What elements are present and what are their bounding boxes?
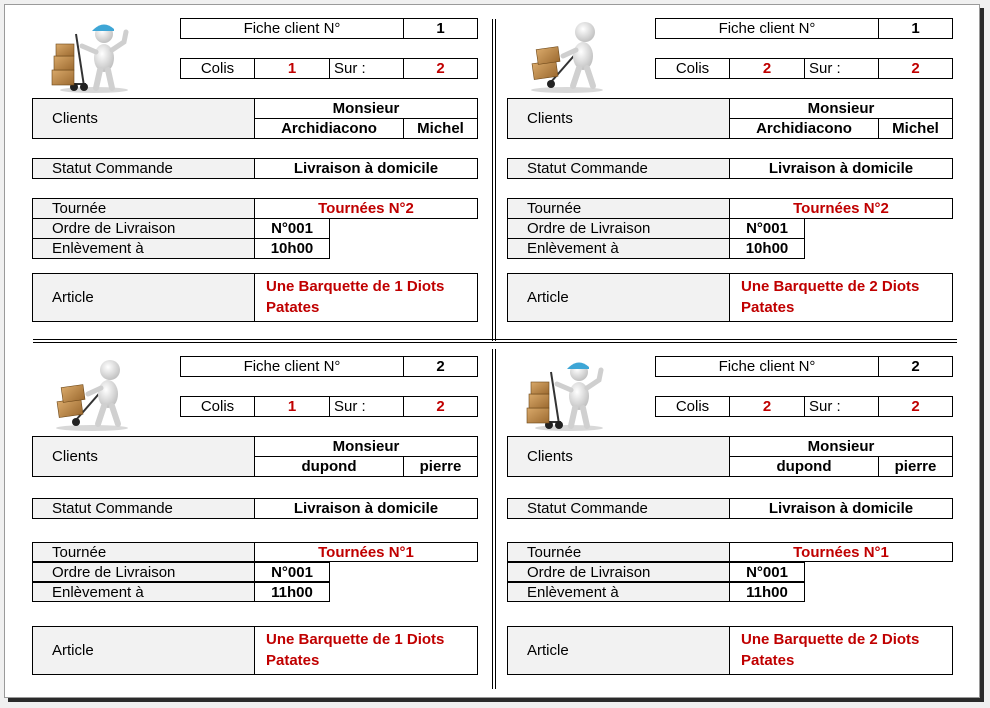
sur-value: 2: [878, 396, 953, 417]
ordre-value: N°001: [254, 562, 330, 582]
delivery-ticket: [32, 356, 478, 676]
tournee-value: Tournées N°1: [729, 542, 953, 562]
client-prenom: Michel: [878, 118, 953, 139]
sur-value: 2: [403, 58, 478, 79]
delivery-man-cap-icon: [521, 358, 611, 432]
tournee-label: Tournée: [32, 542, 255, 562]
statut-value: Livraison à domicile: [254, 158, 478, 179]
client-nom: Archidiacono: [254, 118, 404, 139]
article-value: Une Barquette de 2 Diots Patates: [729, 273, 953, 322]
article-label: Article: [32, 626, 255, 675]
tournee-value: Tournées N°2: [254, 198, 478, 219]
colis-label: Colis: [655, 396, 730, 417]
client-nom: dupond: [254, 456, 404, 477]
sur-value: 2: [403, 396, 478, 417]
enlevement-label: Enlèvement à: [32, 582, 255, 602]
client-civilite: Monsieur: [254, 436, 478, 457]
colis-value: 2: [729, 396, 805, 417]
statut-value: Livraison à domicile: [254, 498, 478, 519]
enlevement-value: 10h00: [254, 238, 330, 259]
client-civilite: Monsieur: [729, 98, 953, 119]
sur-label: Sur :: [804, 396, 879, 417]
ordre-label: Ordre de Livraison: [32, 562, 255, 582]
fiche-label: Fiche client N°: [180, 356, 404, 377]
ordre-value: N°001: [729, 562, 805, 582]
client-prenom: Michel: [403, 118, 478, 139]
sur-label: Sur :: [329, 396, 404, 417]
article-label: Article: [507, 626, 730, 675]
sur-label: Sur :: [804, 58, 879, 79]
statut-label: Statut Commande: [507, 498, 730, 519]
enlevement-value: 10h00: [729, 238, 805, 259]
article-value: Une Barquette de 1 Diots Patates: [254, 273, 478, 322]
client-prenom: pierre: [403, 456, 478, 477]
colis-label: Colis: [655, 58, 730, 79]
colis-label: Colis: [180, 396, 255, 417]
column-divider: [495, 349, 496, 689]
article-label: Article: [507, 273, 730, 322]
fiche-number: 1: [403, 18, 478, 39]
statut-label: Statut Commande: [32, 158, 255, 179]
enlevement-value: 11h00: [729, 582, 805, 602]
statut-value: Livraison à domicile: [729, 158, 953, 179]
article-label: Article: [32, 273, 255, 322]
fiche-label: Fiche client N°: [655, 18, 879, 39]
statut-label: Statut Commande: [507, 158, 730, 179]
sur-value: 2: [878, 58, 953, 79]
ordre-value: N°001: [729, 218, 805, 239]
ordre-label: Ordre de Livraison: [507, 218, 730, 239]
fiche-number: 1: [878, 18, 953, 39]
fiche-label: Fiche client N°: [180, 18, 404, 39]
tournee-label: Tournée: [507, 198, 730, 219]
delivery-ticket: [507, 18, 953, 338]
clients-label: Clients: [32, 98, 255, 139]
delivery-ticket: [32, 18, 478, 338]
clients-label: Clients: [507, 436, 730, 477]
column-divider: [495, 19, 496, 341]
ordre-label: Ordre de Livraison: [32, 218, 255, 239]
article-value: Une Barquette de 2 Diots Patates: [729, 626, 953, 675]
enlevement-label: Enlèvement à: [507, 238, 730, 259]
client-prenom: pierre: [878, 456, 953, 477]
delivery-man-icon: [46, 358, 136, 432]
ordre-value: N°001: [254, 218, 330, 239]
delivery-man-icon: [521, 20, 611, 94]
article-value: Une Barquette de 1 Diots Patates: [254, 626, 478, 675]
tournee-label: Tournée: [32, 198, 255, 219]
sur-label: Sur :: [329, 58, 404, 79]
fiche-number: 2: [878, 356, 953, 377]
colis-value: 2: [729, 58, 805, 79]
fiche-label: Fiche client N°: [655, 356, 879, 377]
statut-value: Livraison à domicile: [729, 498, 953, 519]
statut-label: Statut Commande: [32, 498, 255, 519]
fiche-number: 2: [403, 356, 478, 377]
row-divider: [33, 342, 957, 343]
column-divider: [492, 349, 493, 689]
enlevement-label: Enlèvement à: [32, 238, 255, 259]
colis-value: 1: [254, 58, 330, 79]
row-divider: [33, 339, 957, 340]
colis-label: Colis: [180, 58, 255, 79]
enlevement-label: Enlèvement à: [507, 582, 730, 602]
clients-label: Clients: [32, 436, 255, 477]
delivery-man-cap-icon: [46, 20, 136, 94]
client-civilite: Monsieur: [254, 98, 478, 119]
ordre-label: Ordre de Livraison: [507, 562, 730, 582]
column-divider: [492, 19, 493, 341]
colis-value: 1: [254, 396, 330, 417]
client-nom: Archidiacono: [729, 118, 879, 139]
tournee-value: Tournées N°1: [254, 542, 478, 562]
tournee-value: Tournées N°2: [729, 198, 953, 219]
clients-label: Clients: [507, 98, 730, 139]
client-nom: dupond: [729, 456, 879, 477]
client-civilite: Monsieur: [729, 436, 953, 457]
delivery-ticket: [507, 356, 953, 676]
enlevement-value: 11h00: [254, 582, 330, 602]
tournee-label: Tournée: [507, 542, 730, 562]
